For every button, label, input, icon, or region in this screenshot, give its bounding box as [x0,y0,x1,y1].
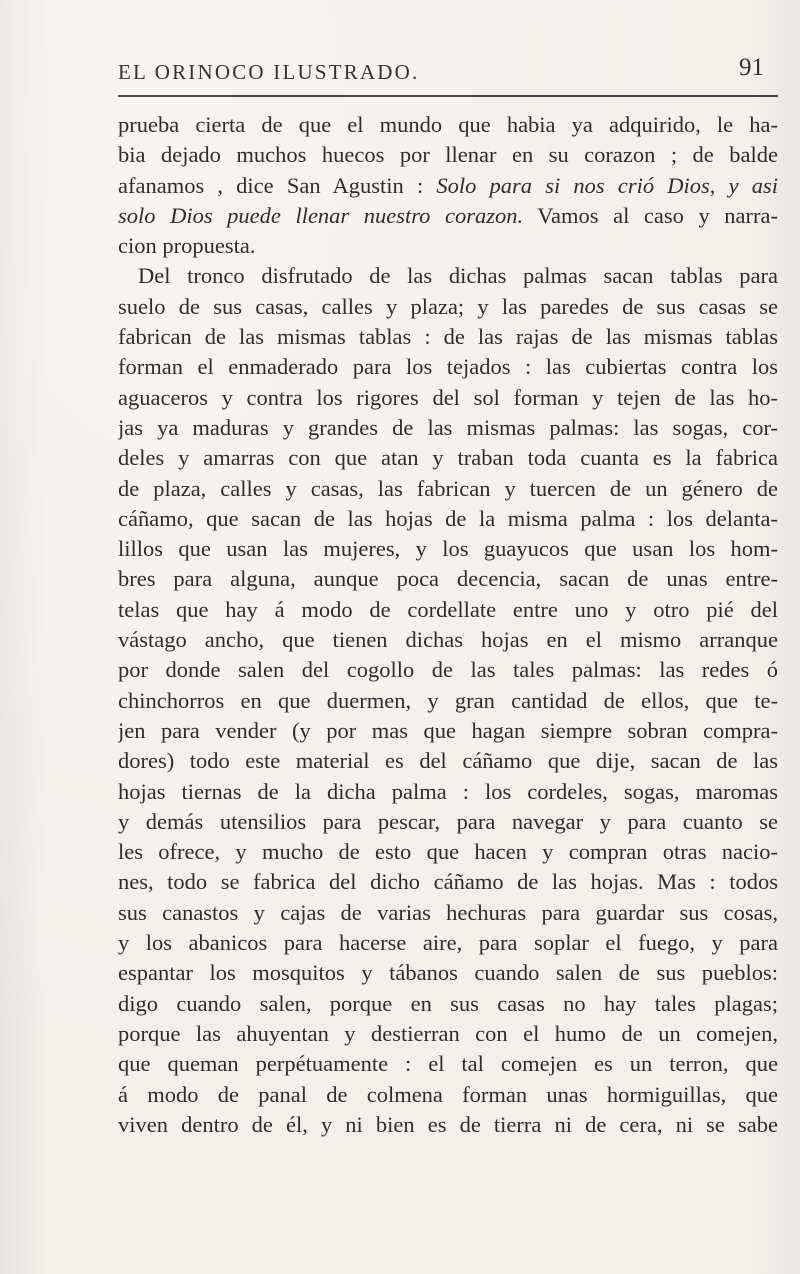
text-segment: que queman perpétuamente : el tal comejen es un terron, que [118,1051,778,1077]
text-line [118,292,778,322]
text-segment: espantar los mosquitos y tábanos cuando salen de sus pueblos: [118,960,778,986]
text-line [118,352,778,382]
page-number: 91 [739,54,764,81]
text-segment: cion propuesta. [118,233,256,259]
text-segment: chinchorros en que duermen, y gran cantidad de ellos, que te- [118,687,778,713]
text-line [118,413,778,443]
text-line [118,110,778,140]
text-segment: bia dejado muchos huecos por llenar en su corazon ; de balde [118,142,778,168]
text-segment: , [709,172,729,198]
text-segment: cáñamo, que sacan de las hojas de la misma palma : los delanta- [118,505,778,531]
text-line [118,261,778,291]
text-segment: á modo de panal de colmena forman unas hormiguillas, que [118,1081,778,1107]
text-line [118,322,778,352]
text-line [118,474,778,504]
text-segment: nes, todo se fabrica del dicho cáñamo de las hojas. Mas : todos [118,869,778,895]
page-header [118,54,778,94]
text-segment: afanamos , dice San Agustin : [118,172,437,198]
text-segment: aguaceros y contra los rigores del sol forman y tejen de las ho- [118,384,778,410]
text-line [118,1019,778,1049]
text-line [118,201,778,231]
text-line [118,595,778,625]
text-segment: jas ya maduras y grandes de las mismas palmas: las sogas, cor- [118,414,778,440]
text-segment: hojas tiernas de la dicha palma : los cordeles, sogas, maromas [118,778,778,804]
text-segment: bres para alguna, aunque poca decencia, sacan de unas entre- [118,566,778,592]
text-segment: vástago ancho, que tienen dichas hojas en el mismo arranque [118,627,778,653]
text-line [118,746,778,776]
text-segment: viven dentro de él, y ni bien es de tierra ni de cera, ni se sabe [118,1111,778,1137]
text-segment: telas que hay á modo de cordellate entre uno y otro pié del [118,596,778,622]
text-line [118,837,778,867]
body-text [118,110,778,1140]
text-segment: y demás utensilios para pescar, para navegar y para cuanto se [118,808,778,834]
text-line [118,231,778,261]
text-line [118,898,778,928]
text-segment: y los abanicos para hacerse aire, para soplar el fuego, y para [118,930,778,956]
text-segment: dores) todo este material es del cáñamo que dije, sacan de las [118,748,778,774]
text-line [118,989,778,1019]
text-segment: jen para vender (y por mas que hagan siempre sobran compra- [118,717,778,743]
text-line [118,867,778,897]
text-segment: Vamos al caso y narra- [523,202,778,228]
text-segment: forman el enmaderado para los tejados : las cubiertas contra los [118,354,778,380]
text-line [118,958,778,988]
text-line [118,564,778,594]
italic-text: Solo para si nos crió Dios [436,172,710,198]
text-segment: de plaza, calles y casas, las fabrican y tuercen de un género de [118,475,778,501]
text-segment: les ofrece, y mucho de esto que hacen y compran otras nacio- [118,839,778,865]
text-line [118,504,778,534]
text-segment: deles y amarras con que atan y traban toda cuanta es la fabrica [118,445,778,471]
text-segment: Del tronco disfrutado de las dichas palmas sacan tablas para [138,263,778,289]
text-line [118,777,778,807]
text-line [118,807,778,837]
text-line [118,928,778,958]
text-line [118,171,778,201]
text-line [118,443,778,473]
header-rule [118,95,778,97]
text-segment: prueba cierta de que el mundo que habia ya adquirido, le ha- [118,112,778,137]
text-line [118,1049,778,1079]
text-segment: porque las ahuyentan y destierran con el humo de un comejen, [118,1020,778,1046]
text-segment: por donde salen del cogollo de las tales palmas: las redes ó [118,657,778,683]
italic-text: y asi [728,172,778,198]
text-segment: fabrican de las mismas tablas : de las rajas de las mismas tablas [118,324,778,350]
text-line [118,140,778,170]
text-line [118,625,778,655]
text-line [118,383,778,413]
text-segment: sus canastos y cajas de varias hechuras para guardar sus cosas, [118,899,778,925]
text-line [118,1110,778,1140]
text-segment: suelo de sus casas, calles y plaza; y las paredes de sus casas se [118,293,778,319]
running-title: EL ORINOCO ILUSTRADO. [118,60,420,84]
text-segment: digo cuando salen, porque en sus casas no hay tales plagas; [118,990,778,1016]
text-segment: lillos que usan las mujeres, y los guayucos que usan los hom- [118,536,778,562]
text-line [118,686,778,716]
text-line [118,1080,778,1110]
italic-text: solo Dios puede llenar nuestro corazon. [118,202,524,228]
text-line [118,534,778,564]
text-line [118,716,778,746]
text-line [118,655,778,685]
